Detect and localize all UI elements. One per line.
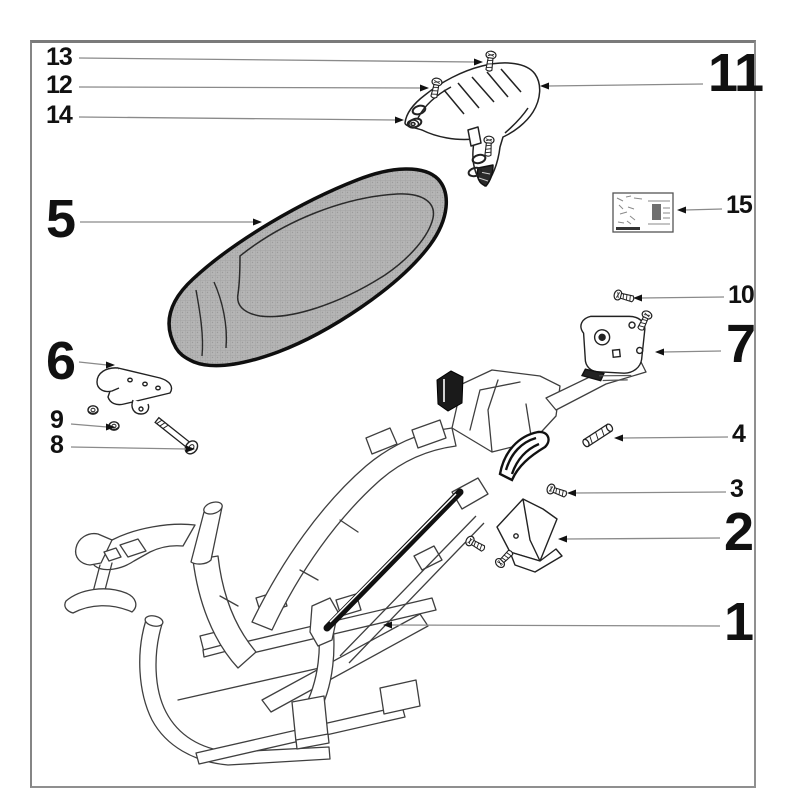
spacer-pin <box>582 423 614 448</box>
callout-label-12: 12 <box>46 71 72 99</box>
frame-rubber-block <box>437 371 463 411</box>
leader-line-7 <box>663 351 721 352</box>
arrow-icon <box>633 295 642 302</box>
arrow-icon <box>395 117 404 124</box>
arrow-icon <box>614 435 623 442</box>
arrow-icon <box>253 219 262 226</box>
arrow-icon <box>655 349 664 356</box>
callout-label-5: 5 <box>46 189 76 249</box>
leader-line-2 <box>566 538 720 539</box>
callout-label-3: 3 <box>730 475 743 503</box>
hinge-bracket <box>97 368 172 414</box>
frame-screw <box>464 535 486 554</box>
leader-line-9 <box>71 424 107 427</box>
hinge-bolt <box>153 415 200 457</box>
leader-line-8 <box>71 447 187 449</box>
callout-label-14: 14 <box>46 101 72 129</box>
arrow-icon <box>558 536 567 543</box>
arrow-icon <box>567 490 576 497</box>
callout-label-9: 9 <box>50 406 63 434</box>
leader-line-6 <box>79 362 107 365</box>
leader-line-1 <box>391 625 720 626</box>
callout-label-11: 11 <box>708 43 764 103</box>
info-sticker <box>613 193 673 232</box>
callout-label-15: 15 <box>726 191 752 219</box>
leader-line-11 <box>548 84 703 86</box>
callout-label-1: 1 <box>724 592 754 652</box>
guard-plate <box>497 499 562 572</box>
arrow-icon <box>474 59 483 66</box>
leader-line-4 <box>622 437 728 438</box>
frame-drawing <box>65 360 646 765</box>
leader-line-13 <box>79 58 475 62</box>
callout-label-7: 7 <box>726 314 756 374</box>
leader-line-15 <box>685 209 722 210</box>
hinge-nut <box>88 406 98 414</box>
callout-label-6: 6 <box>46 331 76 391</box>
leader-line-14 <box>79 117 396 120</box>
callout-label-13: 13 <box>46 43 72 71</box>
callout-label-2: 2 <box>724 502 754 562</box>
leader-line-12 <box>79 87 421 88</box>
saddle-seat <box>169 169 446 366</box>
callout-label-4: 4 <box>732 420 745 448</box>
arrow-icon <box>540 83 549 90</box>
lock-screw <box>613 289 635 304</box>
callout-label-8: 8 <box>50 431 63 459</box>
callout-label-10: 10 <box>728 281 754 309</box>
arrow-icon <box>677 207 686 214</box>
rear-carrier <box>405 63 540 186</box>
guard-screw <box>546 483 568 499</box>
arrow-icon <box>420 85 429 92</box>
leader-line-3 <box>575 492 726 493</box>
leader-line-10 <box>641 297 724 298</box>
